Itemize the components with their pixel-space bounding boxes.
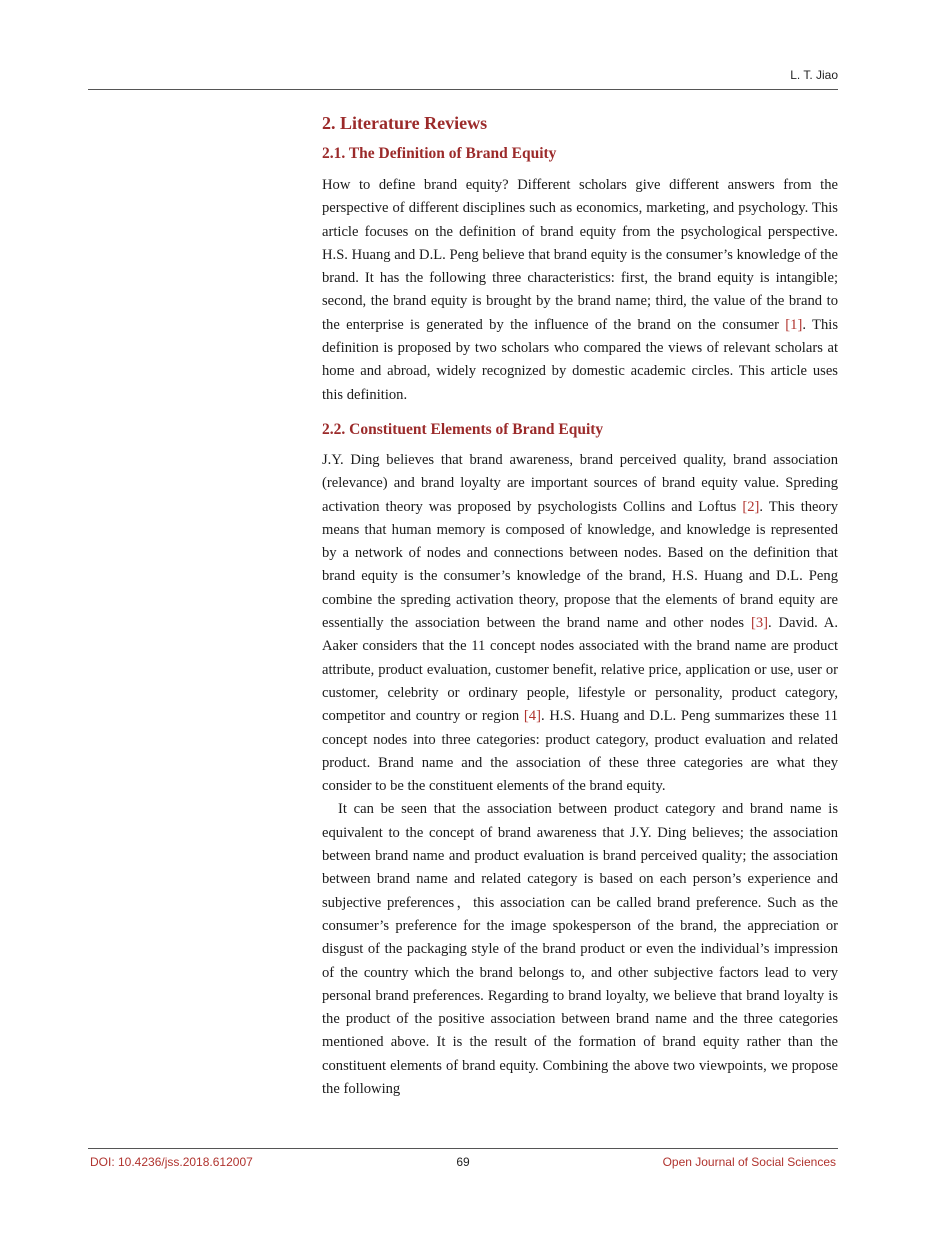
article-body <box>322 111 838 1101</box>
text-span: J.Y. Ding believes that brand awareness, brand perceived quality, brand association (relevance) and brand loyalty are important sources of brand equity value. Spreding activation theory was proposed by psychologists Collins and Loftus <box>322 451 838 515</box>
citation-link-2[interactable]: [2] <box>742 498 760 515</box>
citation-link-4[interactable]: [4] <box>523 708 541 725</box>
paragraph-elements <box>322 449 838 798</box>
text-span: . This definition is proposed by two scholars who compared the views of relevant scholars at home and abroad, widely recognized by domestic academic circles. This article uses this definition. <box>322 316 838 403</box>
page-number: 69 <box>456 1155 470 1169</box>
citation-link-3[interactable]: [3] <box>750 615 768 632</box>
text-span: How to define brand equity? Different scholars give different answers from the perspective of different disciplines such as economics, marketing, and psychology. This article focuses on the definition of brand equity from the psychological perspective. H.S. Huang and D.L. Peng believe that brand equity is the consumer’s knowledge of the brand. It has the following three characteristics: first, the brand equity is intangible; second, the brand equity is brought by the brand name; third, the value of the brand to the enterprise is generated by the influence of the brand on the consumer <box>322 177 838 333</box>
text-span: . H.S. Huang and D.L. Peng summarizes these 11 concept nodes into three categories: product category, product evaluation and related product. Brand name and the association of these three categories are what they consider to be the constituent elements of the brand equity. <box>322 708 838 795</box>
text-span: It can be seen that the association between product category and brand name is equivalent to the concept of brand awareness that J.Y. Ding believes; the association between brand name and product evaluation is brand perceived quality; the association between brand name and related category is based on each person’s experience and subjective preferences，this association can be called brand preference. Such as the consumer’s preference for the image spokesperson of the brand, the appreciation or disgust of the packaging style of the brand product or even the individual’s impression of the country which the brand belongs to, and other subjective factors lead to very personal brand preferences. Regarding to brand loyalty, we believe that brand loyalty is the product of the positive association between brand name and the three categories mentioned above. It is the result of the formation of brand equity rather than the constituent elements of brand equity. Combining the above two viewpoints, we propose the following <box>322 801 838 1097</box>
page-footer <box>90 1155 836 1171</box>
doi-link[interactable]: DOI: 10.4236/jss.2018.612007 <box>90 1155 253 1169</box>
text-span: . David. A. Aaker considers that the 11 concept nodes associated with the brand name are product attribute, product evaluation, customer benefit, relative price, application or use, user or customer, celebrity or ordinary people, lifestyle or personality, product category, competitor and country or region <box>322 615 838 725</box>
running-header-author: L. T. Jiao <box>790 68 838 82</box>
journal-name[interactable]: Open Journal of Social Sciences <box>662 1155 836 1169</box>
paragraph-definition <box>322 174 838 407</box>
text-span: . This theory means that human memory is composed of knowledge, and knowledge is represented by a network of nodes and connections between nodes. Based on the definition that brand equity is the consumer’s knowledge of the brand, H.S. Huang and D.L. Peng combine the spreding activation theory, propose that the elements of brand equity are essentially the association between the brand name and other nodes <box>322 498 838 632</box>
footer-rule <box>88 1148 838 1149</box>
citation-link-1[interactable]: [1] <box>785 316 803 333</box>
subsection-heading-elements: 2.2. Constituent Elements of Brand Equity <box>322 420 604 438</box>
subsection-heading-definition: 2.1. The Definition of Brand Equity <box>322 145 557 162</box>
section-heading: 2. Literature Reviews <box>322 113 488 133</box>
header-rule <box>88 89 838 90</box>
paragraph-analysis <box>322 798 838 1101</box>
